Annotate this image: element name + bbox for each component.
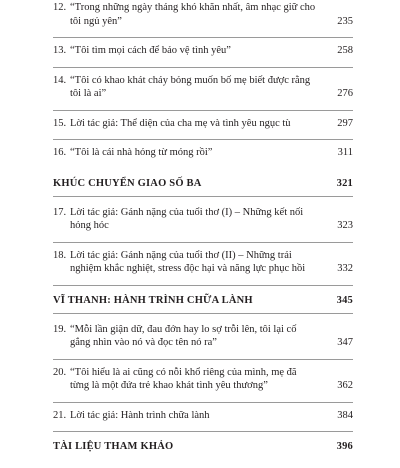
entry-title: “Tôi tìm mọi cách để bảo vệ tình yêu”	[70, 45, 231, 56]
entry-page: 347	[337, 337, 353, 348]
entry-title: “Tôi có khao khát cháy bỏng muốn bố mẹ biết được rằng tôi là ai”	[70, 74, 311, 99]
entry-number: 16.	[53, 147, 67, 158]
table-of-contents	[53, 0, 353, 468]
entry-title: Lời tác giả: Hành trình chữa lành	[70, 409, 210, 421]
toc-entry-16	[53, 146, 353, 169]
section-heading-references	[53, 438, 353, 459]
section-page: 321	[336, 177, 353, 189]
toc-entry-19	[53, 323, 353, 360]
entry-title: Lời tác giả: Gánh nặng của tuổi thơ (II) – Những trải nghiệm khắc nghiệt, stress độc hại và năng lực phục hồi	[70, 249, 306, 274]
toc-entry-18	[53, 249, 353, 286]
entry-page: 276	[337, 88, 353, 99]
toc-entry-21	[53, 409, 353, 433]
section-heading-3	[53, 175, 353, 197]
entry-page: 332	[337, 263, 353, 274]
entry-page: 384	[337, 409, 353, 421]
entry-title: “Tôi là cái nhà hỏng từ móng rồi”	[70, 147, 213, 158]
entry-number: 14.	[53, 74, 67, 86]
entry-page: 235	[337, 15, 353, 27]
entry-title: Lời tác giả: Thể diện của cha mẹ và tình yêu ngục tù	[70, 117, 291, 129]
entry-number: 21.	[53, 409, 67, 421]
entry-number: 15.	[53, 117, 67, 129]
entry-number: 20.	[53, 366, 67, 378]
toc-entry-12	[53, 1, 353, 38]
toc-entry-13	[53, 44, 353, 68]
entry-title: “Mỗi lần giận dữ, đau đớn hay lo sợ trỗi lên, tôi lại cố gắng nhìn vào nó và đọc tên nó ra”	[70, 323, 297, 348]
entry-number: 13.	[53, 45, 67, 56]
section-title: VĨ THANH: HÀNH TRÌNH CHỮA LÀNH	[53, 294, 253, 306]
entry-page: 258	[337, 45, 353, 56]
toc-entry-20	[53, 366, 353, 403]
entry-title: Lời tác giả: Gánh nặng của tuổi thơ (I) – Những kết nối hỏng hóc	[70, 206, 304, 231]
entry-page: 323	[337, 220, 353, 231]
entry-title: “Tôi hiểu là ai cũng có nỗi khổ riêng của mình, mẹ đã từng là một đứa trẻ khao khát tình yêu thương”	[70, 366, 297, 391]
section-heading-4	[53, 292, 353, 314]
entry-number: 19.	[53, 323, 67, 335]
section-page: 345	[336, 294, 353, 306]
entry-number: 17.	[53, 206, 67, 218]
section-page: 396	[336, 441, 353, 452]
entry-page: 362	[337, 380, 353, 391]
toc-entry-17	[53, 206, 353, 243]
toc-entry-14	[53, 74, 353, 111]
entry-page: 311	[337, 147, 353, 158]
section-title: KHÚC CHUYỂN GIAO SỐ BA	[53, 177, 202, 189]
toc-entry-15	[53, 117, 353, 141]
section-title: TÀI LIỆU THAM KHẢO	[53, 441, 174, 452]
entry-page: 297	[337, 117, 353, 129]
entry-title: “Trong những ngày tháng khó khăn nhất, âm nhạc giữ cho tôi ngủ yên”	[70, 2, 316, 27]
entry-number: 18.	[53, 249, 67, 261]
entry-number: 12.	[53, 2, 67, 13]
